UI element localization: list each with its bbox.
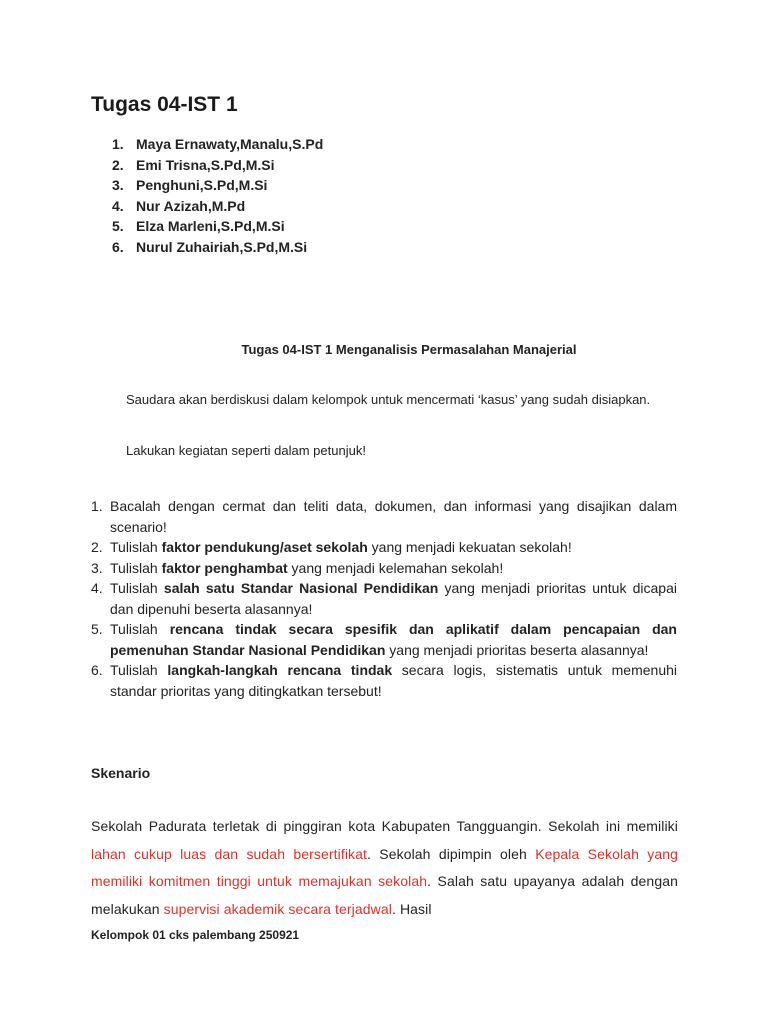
scenario-heading: Skenario bbox=[91, 765, 151, 781]
member-list bbox=[112, 134, 323, 258]
document-title: Tugas 04-IST 1 bbox=[91, 93, 238, 116]
instruction-text: Lakukan kegiatan seperti dalam petunjuk! bbox=[126, 443, 366, 458]
member-item: 1. Maya Ernawaty,Manalu,S.Pd bbox=[112, 136, 324, 152]
page-footer: Kelompok 01 cks palembang 250921 bbox=[91, 928, 300, 942]
member-name: Nur Azizah,M.Pd bbox=[136, 197, 246, 214]
task-list bbox=[91, 496, 677, 701]
task-item: 6. Tulislah langkah-langkah rencana tindak secara logis, sistematis untuk memenuhi standar prioritas yang ditingkatkan tersebut! bbox=[91, 662, 678, 699]
assignment-subtitle: Tugas 04-IST 1 Menganalisis Permasalahan Manajerial bbox=[241, 342, 577, 357]
task-item: 1. Bacalah dengan cermat dan teliti data, dokumen, dan informasi yang disajikan dalam scenario! bbox=[91, 498, 677, 535]
scenario-text: . Sekolah dipimpin oleh bbox=[367, 845, 536, 862]
scenario-highlight: supervisi akademik secara terjadwal bbox=[163, 900, 392, 917]
member-name: Elza Marleni,S.Pd,M.Si bbox=[136, 218, 285, 235]
member-item: 5. Elza Marleni,S.Pd,M.Si bbox=[112, 218, 285, 235]
member-item: 4. Nur Azizah,M.Pd bbox=[112, 197, 246, 214]
member-name: Nurul Zuhairiah,S.Pd,M.Si bbox=[136, 238, 308, 255]
member-name: Emi Trisna,S.Pd,M.Si bbox=[136, 156, 275, 173]
scenario-text: . Salah satu upayanya adalah dengan melakukan bbox=[91, 873, 678, 917]
scenario-paragraph bbox=[91, 813, 678, 923]
scenario-highlight: lahan cukup luas dan sudah bersertifikat bbox=[91, 845, 368, 862]
scenario-highlight: Kepala Sekolah yang memiliki komitmen tinggi untuk memajukan sekolah bbox=[91, 845, 678, 889]
member-item: 6. Nurul Zuhairiah,S.Pd,M.Si bbox=[112, 238, 308, 255]
task-item: 4. Tulislah salah satu Standar Nasional Pendidikan yang menjadi prioritas untuk dicapai dan dipenuhi beserta alasannya! bbox=[91, 580, 677, 617]
member-name: Penghuni,S.Pd,M.Si bbox=[136, 177, 268, 194]
scenario-text: Sekolah Padurata terletak di pinggiran kota Kabupaten Tangguangin. Sekolah ini memiliki bbox=[91, 818, 678, 834]
scenario-text: . Hasil bbox=[391, 900, 432, 917]
member-item: 2. Emi Trisna,S.Pd,M.Si bbox=[112, 156, 275, 173]
task-item: 2. Tulislah faktor pendukung/aset sekolah yang menjadi kekuatan sekolah! bbox=[91, 539, 572, 555]
member-item: 3. Penghuni,S.Pd,M.Si bbox=[112, 177, 268, 194]
task-item: 3. Tulislah faktor penghambat yang menjadi kelemahan sekolah! bbox=[91, 559, 504, 576]
member-name: Maya Ernawaty,Manalu,S.Pd bbox=[136, 136, 324, 152]
task-item: 5. Tulislah rencana tindak secara spesifik dan aplikatif dalam pencapaian dan pemenuhan Standar Nasional Pendidikan yang menjadi prioritas beserta alasannya! bbox=[91, 621, 677, 658]
intro-paragraph: Saudara akan berdiskusi dalam kelompok untuk mencermati ‘kasus’ yang sudah disiapkan. bbox=[126, 392, 651, 407]
